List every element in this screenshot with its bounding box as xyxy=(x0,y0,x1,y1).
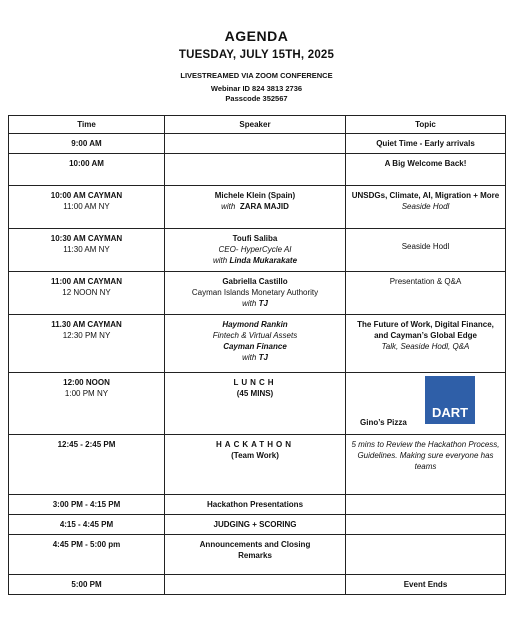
topic-text: A Big Welcome Back! xyxy=(384,159,467,168)
topic-sub: Talk, Seaside Hodl, Q&A xyxy=(381,342,470,351)
time-cell xyxy=(9,229,165,272)
time-text: 10:00 AM xyxy=(69,159,104,168)
with-text: with xyxy=(221,202,236,211)
speaker-cell xyxy=(165,186,346,229)
speaker-name: Hackathon Presentations xyxy=(206,500,304,509)
table-row xyxy=(9,435,506,495)
lunch-label: LUNCH xyxy=(233,378,277,387)
topic-cell xyxy=(346,154,506,186)
topic-cell xyxy=(346,229,506,272)
time-text: 3:00 PM - 4:15 PM xyxy=(52,500,121,509)
time-ny-text: 12:30 PM NY xyxy=(62,331,111,340)
speaker-cell xyxy=(165,134,346,154)
table-row xyxy=(9,535,506,575)
time-ny-text: 11:30 AM NY xyxy=(63,245,110,254)
time-text: 10:30 AM CAYMAN xyxy=(50,234,123,243)
table-row xyxy=(9,515,506,535)
time-ny-text: 11:00 AM NY xyxy=(63,202,110,211)
speaker-org: Cayman Finance xyxy=(223,342,287,351)
topic-cell xyxy=(346,186,506,229)
topic-text: Presentation & Q&A xyxy=(389,277,462,286)
time-text: 12:00 NOON xyxy=(63,378,110,387)
topic-cell xyxy=(346,134,506,154)
time-text: 4:45 PM - 5:00 pm xyxy=(52,540,121,549)
table-row xyxy=(9,373,506,435)
passcode: Passcode 352567 xyxy=(225,94,288,103)
table-row xyxy=(9,154,506,186)
time-cell xyxy=(9,272,165,315)
topic-sub: Seaside Hodl xyxy=(401,202,450,211)
speaker-cell xyxy=(165,435,346,495)
time-text: 11.30 AM CAYMAN xyxy=(51,320,122,329)
table-row xyxy=(9,134,506,154)
speaker-cell xyxy=(165,154,346,186)
time-cell xyxy=(9,186,165,229)
topic-cell xyxy=(346,315,506,373)
column-header-topic: Topic xyxy=(346,116,506,134)
speaker-cell xyxy=(165,575,346,595)
speaker-cell xyxy=(165,373,346,435)
table-row xyxy=(9,495,506,515)
topic-cell xyxy=(346,575,506,595)
sponsor-text: Gino’s Pizza xyxy=(360,418,407,427)
topic-text: Quiet Time - Early arrivals xyxy=(376,139,475,148)
lunch-duration: (45 MINS) xyxy=(236,389,274,398)
topic-text: The Future of Work, Digital Finance, and Cayman’s Global Edge xyxy=(357,320,494,340)
topic-text: Seaside Hodl xyxy=(401,242,450,251)
topic-text: UNSDGs, Climate, AI, Migration + More xyxy=(351,191,500,200)
time-cell xyxy=(9,495,165,515)
moderator-name: Linda Mukarakate xyxy=(229,256,298,265)
topic-text: Event Ends xyxy=(403,580,448,589)
table-row xyxy=(9,272,506,315)
table-row xyxy=(9,315,506,373)
webinar-id[interactable]: Webinar ID 824 3813 2736 xyxy=(210,84,303,93)
with-text: with xyxy=(242,299,257,308)
time-ny-text: 12 NOON NY xyxy=(62,288,111,297)
speaker-org: Cayman Islands Monetary Authority xyxy=(191,288,319,297)
speaker-cell xyxy=(165,535,346,575)
hackathon-label: HACKATHON xyxy=(216,440,294,449)
time-cell xyxy=(9,435,165,495)
webinar-info xyxy=(0,84,513,104)
topic-cell xyxy=(346,272,506,315)
moderator-name: TJ xyxy=(258,353,268,362)
agenda-title: AGENDA xyxy=(224,28,289,44)
hackathon-sub: (Team Work) xyxy=(231,451,279,460)
speaker-name: Michele Klein (Spain) xyxy=(214,191,296,200)
column-header-speaker: Speaker xyxy=(165,116,346,134)
topic-text: 5 mins to Review the Hackathon Process, Guidelines. Making sure everyone has teams xyxy=(351,440,500,471)
time-cell xyxy=(9,154,165,186)
table-row xyxy=(9,229,506,272)
time-text: 10:00 AM CAYMAN xyxy=(50,191,123,200)
agenda-table xyxy=(8,115,506,595)
with-text: with xyxy=(242,353,257,362)
time-cell xyxy=(9,373,165,435)
time-cell xyxy=(9,134,165,154)
time-text: 12:45 - 2:45 PM xyxy=(57,440,116,449)
topic-cell xyxy=(346,373,506,435)
moderator-name: TJ xyxy=(258,299,268,308)
table-row xyxy=(9,575,506,595)
time-text: 11:00 AM CAYMAN xyxy=(51,277,122,286)
dart-logo: DART xyxy=(425,376,475,424)
time-text: 9:00 AM xyxy=(71,139,102,148)
topic-cell xyxy=(346,515,506,535)
speaker-cell xyxy=(165,315,346,373)
speaker-role: Fintech & Virtual Assets xyxy=(212,331,298,340)
topic-cell xyxy=(346,535,506,575)
table-header-row xyxy=(9,116,506,134)
speaker-cell xyxy=(165,229,346,272)
time-cell xyxy=(9,515,165,535)
time-text: 4:15 - 4:45 PM xyxy=(59,520,114,529)
time-text: 5:00 PM xyxy=(71,580,102,589)
with-text: with xyxy=(212,256,228,265)
speaker-name: Announcements and Closing Remarks xyxy=(199,540,311,560)
stream-note: LIVESTREAMED VIA ZOOM CONFERENCE xyxy=(180,71,333,80)
speaker-name: Toufi Saliba xyxy=(232,234,278,243)
speaker-name: JUDGING + SCORING xyxy=(213,520,297,529)
speaker-role: CEO- HyperCycle AI xyxy=(218,245,292,254)
topic-cell xyxy=(346,435,506,495)
speaker-name: Haymond Rankin xyxy=(222,320,288,329)
moderator-name: ZARA MAJID xyxy=(239,202,289,211)
time-cell xyxy=(9,575,165,595)
speaker-cell xyxy=(165,495,346,515)
table-row xyxy=(9,186,506,229)
agenda-date: TUESDAY, JULY 15TH, 2025 xyxy=(178,49,335,61)
time-cell xyxy=(9,535,165,575)
topic-cell xyxy=(346,495,506,515)
column-header-time: Time xyxy=(9,116,165,134)
speaker-name: Gabriella Castillo xyxy=(222,277,288,286)
speaker-cell xyxy=(165,272,346,315)
time-ny-text: 1:00 PM NY xyxy=(64,389,109,398)
time-cell xyxy=(9,315,165,373)
speaker-cell xyxy=(165,515,346,535)
